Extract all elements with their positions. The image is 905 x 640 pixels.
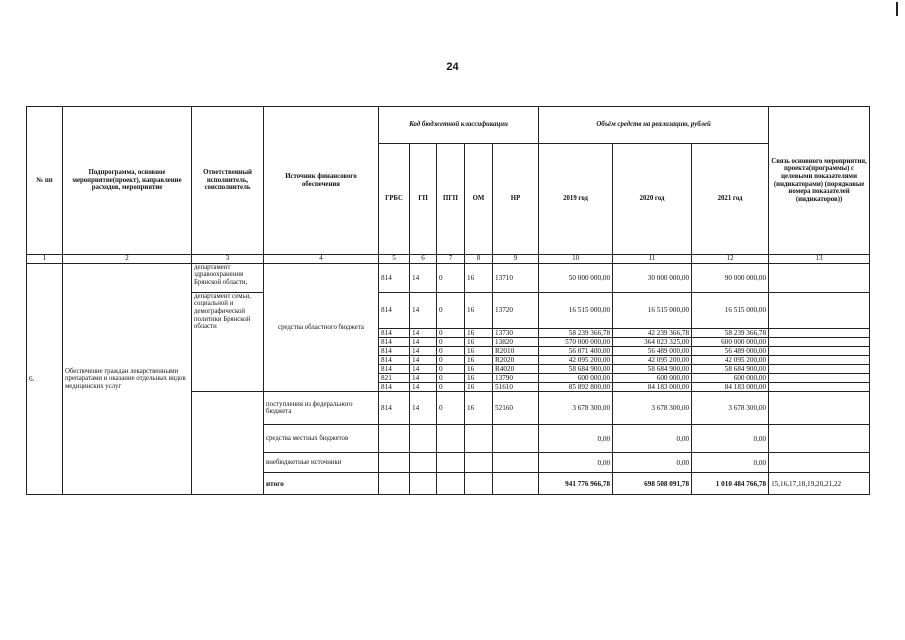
column-number: 12: [692, 255, 769, 264]
cell-om: 16: [465, 374, 493, 383]
cell-2021: 42 095 200,00: [692, 356, 769, 365]
column-number: 9: [493, 255, 539, 264]
cell-2021: 0,00: [692, 425, 769, 453]
cell-gp: 14: [410, 328, 437, 337]
column-number: 8: [465, 255, 493, 264]
cell-link: [769, 346, 870, 355]
column-number: 4: [264, 255, 379, 264]
source-federal: поступления из федерального бюджета: [264, 392, 379, 425]
cell-2021: 90 000 000,00: [692, 263, 769, 292]
cell-nr: 13730: [493, 328, 539, 337]
column-number: 5: [379, 255, 410, 264]
col-header-2019: 2019 год: [539, 144, 613, 255]
cell-nr: R4020: [493, 365, 539, 374]
cell-om: 16: [465, 346, 493, 355]
cell-om: 16: [465, 337, 493, 346]
cell-nr: 13820: [493, 337, 539, 346]
cell-gp: 14: [410, 263, 437, 292]
cell-link: [769, 356, 870, 365]
cell-pgp: 0: [437, 346, 465, 355]
col-header-pgp: ПГП: [437, 144, 465, 255]
col-header-subprogram: Подпрограмма, основное мероприятие(проект), направление расходов, мероприятие: [63, 107, 192, 255]
cell-om: 16: [465, 356, 493, 365]
cell-2019: 85 892 800,00: [539, 383, 613, 392]
cell-nr: 52160: [493, 392, 539, 425]
cell-pgp: [437, 453, 465, 473]
cell-om: 16: [465, 365, 493, 374]
cell-2019: 58 239 366,78: [539, 328, 613, 337]
cell-2020: 0,00: [613, 453, 692, 473]
col-header-nr: НР: [493, 144, 539, 255]
page-number: 24: [446, 61, 459, 73]
cell-nr: 13720: [493, 292, 539, 328]
cell-grbs: [379, 425, 410, 453]
cell-gp: 14: [410, 392, 437, 425]
cell-2021: 56 489 000,00: [692, 346, 769, 355]
cell-om: 16: [465, 383, 493, 392]
cell-2019: 600 000,00: [539, 374, 613, 383]
column-number: 10: [539, 255, 613, 264]
cell-gp: 14: [410, 374, 437, 383]
column-number: 6: [410, 255, 437, 264]
column-number: 11: [613, 255, 692, 264]
cell-nr: [493, 453, 539, 473]
cell-2020: 0,00: [613, 425, 692, 453]
total-link: 15,16,17,18,19,20,21,22: [769, 473, 870, 495]
cell-pgp: 0: [437, 356, 465, 365]
cell-2019: 58 684 900,00: [539, 365, 613, 374]
cell-grbs: 814: [379, 356, 410, 365]
executor-empty: [192, 392, 264, 495]
cell-pgp: 0: [437, 374, 465, 383]
cell-2021: 600 000,00: [692, 374, 769, 383]
cell-gp: [410, 425, 437, 453]
cell-link: [769, 383, 870, 392]
table-row: [27, 263, 870, 292]
cell-link: [769, 425, 870, 453]
cell-om: 16: [465, 392, 493, 425]
cell-grbs: 821: [379, 374, 410, 383]
cell-grbs: 814: [379, 292, 410, 328]
cell-2020: 42 239 366,78: [613, 328, 692, 337]
total-2021: 1 010 484 766,78: [692, 473, 769, 495]
col-header-no: № пп: [27, 107, 63, 255]
cell-om: [465, 453, 493, 473]
col-header-executor: Ответственный исполнитель, соисполнитель: [192, 107, 264, 255]
cell-2019: 3 678 300,00: [539, 392, 613, 425]
column-number: 7: [437, 255, 465, 264]
col-header-2020: 2020 год: [613, 144, 692, 255]
cell-link: [769, 263, 870, 292]
cell-pgp: 0: [437, 263, 465, 292]
cell-2021: 58 239 366,78: [692, 328, 769, 337]
cell-link: [769, 292, 870, 328]
cell-2019: 0,00: [539, 425, 613, 453]
cell-grbs: 814: [379, 328, 410, 337]
cell-om: [465, 473, 493, 495]
col-header-om: ОМ: [465, 144, 493, 255]
cell-grbs: 814: [379, 263, 410, 292]
cell-link: [769, 337, 870, 346]
cell-pgp: 0: [437, 337, 465, 346]
cell-2019: 16 515 000,00: [539, 292, 613, 328]
cell-om: [465, 425, 493, 453]
cell-pgp: 0: [437, 292, 465, 328]
cell-2021: 84 183 000,00: [692, 383, 769, 392]
cell-2020: 42 095 200,00: [613, 356, 692, 365]
cell-2021: 0,00: [692, 453, 769, 473]
cell-2019: 0,00: [539, 453, 613, 473]
cell-2020: 3 678 300,00: [613, 392, 692, 425]
cell-pgp: 0: [437, 383, 465, 392]
col-header-grbs: ГРБС: [379, 144, 410, 255]
source-total: итого: [264, 473, 379, 495]
cell-link: [769, 453, 870, 473]
cell-grbs: 814: [379, 365, 410, 374]
cell-2019: 570 000 000,00: [539, 337, 613, 346]
header-row-top: [27, 107, 870, 144]
cell-link: [769, 374, 870, 383]
col-header-gp: ГП: [410, 144, 437, 255]
column-number: 2: [63, 255, 192, 264]
source-regional: средства областного бюджета: [264, 263, 379, 391]
cell-grbs: [379, 473, 410, 495]
col-header-volume-group: Объём средств на реализацию, рублей: [539, 107, 769, 144]
cell-grbs: [379, 453, 410, 473]
column-number: 13: [769, 255, 870, 264]
cell-2020: 58 684 900,00: [613, 365, 692, 374]
cell-2020: 56 489 000,00: [613, 346, 692, 355]
executor-health-dept: департамент здравоохранения Брянской области,: [192, 263, 264, 292]
cell-pgp: 0: [437, 328, 465, 337]
total-2020: 698 508 091,78: [613, 473, 692, 495]
cell-gp: 14: [410, 346, 437, 355]
cell-link: [769, 328, 870, 337]
cell-link: [769, 365, 870, 374]
cell-grbs: 814: [379, 392, 410, 425]
budget-table: [26, 106, 870, 495]
executor-social-dept: департамент семьи, социальной и демографической политики Брянской области: [192, 292, 264, 391]
cell-nr: 13790: [493, 374, 539, 383]
cell-2021: 600 000 000,00: [692, 337, 769, 346]
cell-gp: 14: [410, 356, 437, 365]
cell-2019: 42 095 200,00: [539, 356, 613, 365]
cell-grbs: 814: [379, 337, 410, 346]
cell-grbs: 814: [379, 346, 410, 355]
cell-gp: 14: [410, 383, 437, 392]
cell-nr: [493, 473, 539, 495]
page-edge-mark: [896, 2, 898, 16]
col-header-source: Источник финансового обеспечения: [264, 107, 379, 255]
col-header-budget-code-group: Код бюджетной классификации: [379, 107, 539, 144]
cell-pgp: [437, 473, 465, 495]
source-offbudget: внебюджетные источники: [264, 453, 379, 473]
cell-gp: [410, 473, 437, 495]
column-number: 3: [192, 255, 264, 264]
col-header-link: Связь основного мероприятия, проекта(программы) с целевыми показателями (индикаторами) (порядковые номера показателей (индикаторов)): [769, 107, 870, 255]
cell-2021: 58 684 900,00: [692, 365, 769, 374]
cell-pgp: 0: [437, 392, 465, 425]
cell-2021: 16 515 000,00: [692, 292, 769, 328]
cell-2020: 30 000 000,00: [613, 263, 692, 292]
cell-gp: 14: [410, 337, 437, 346]
cell-nr: R2020: [493, 356, 539, 365]
cell-gp: 14: [410, 365, 437, 374]
section-title: Обеспечение граждан лекарственными препаратами и оказание отдельных видов медицинских услуг: [63, 263, 192, 494]
cell-nr: 51610: [493, 383, 539, 392]
cell-pgp: [437, 425, 465, 453]
section-number: 6.: [27, 263, 63, 494]
source-local: средства местных бюджетов: [264, 425, 379, 453]
cell-nr: [493, 425, 539, 453]
cell-gp: [410, 453, 437, 473]
cell-2019: 56 071 400,00: [539, 346, 613, 355]
cell-nr: 13710: [493, 263, 539, 292]
cell-2020: 600 000,00: [613, 374, 692, 383]
cell-grbs: 814: [379, 383, 410, 392]
cell-2020: 364 023 325,00: [613, 337, 692, 346]
cell-om: 16: [465, 292, 493, 328]
cell-link: [769, 392, 870, 425]
cell-om: 16: [465, 328, 493, 337]
cell-gp: 14: [410, 292, 437, 328]
cell-pgp: 0: [437, 365, 465, 374]
cell-2021: 3 678 300,00: [692, 392, 769, 425]
cell-2019: 50 000 000,00: [539, 263, 613, 292]
total-2019: 941 776 966,78: [539, 473, 613, 495]
cell-2020: 84 183 000,00: [613, 383, 692, 392]
col-header-2021: 2021 год: [692, 144, 769, 255]
column-number-row: [27, 255, 870, 264]
column-number: 1: [27, 255, 63, 264]
cell-2020: 16 515 000,00: [613, 292, 692, 328]
cell-om: 16: [465, 263, 493, 292]
cell-nr: R2010: [493, 346, 539, 355]
